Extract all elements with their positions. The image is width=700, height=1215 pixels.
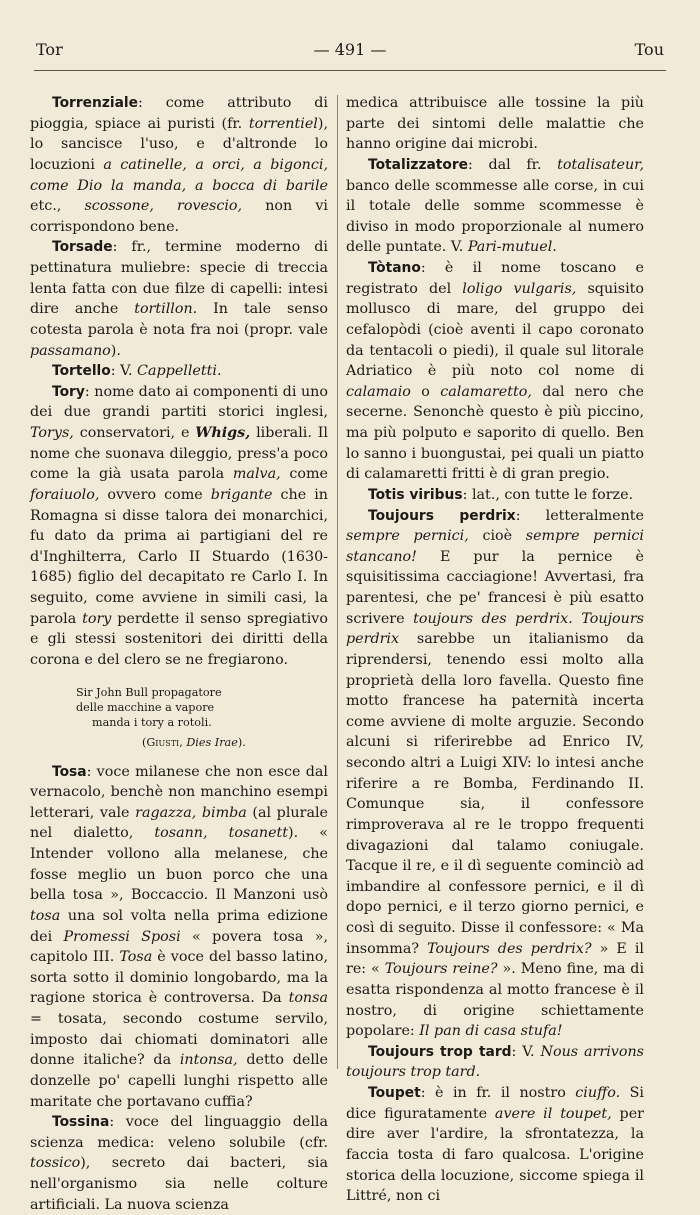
headword: Tory — [52, 383, 85, 400]
headword: Toupet — [368, 1085, 421, 1101]
headword: Totis viribus — [368, 486, 463, 503]
header-right-guide-word: Tou — [634, 40, 664, 59]
headword: Torrenziale — [52, 95, 139, 111]
header-rule — [34, 70, 666, 71]
verse-line: manda i tory a rotoli. — [92, 715, 212, 729]
page-number: — 491 — — [313, 40, 387, 59]
entry-torrenziale: Torrenziale: come attributo di pioggia, spiace ai puristi (fr. torrentiel), lo sancisce l'uso, e d'altronde lo locuzioni a catinelle, a orci, a bigonci, come Dio la manda, a bocca di barile etc., scossone, rovescio, non vi corrispondono bene. — [30, 95, 329, 235]
left-column — [30, 93, 328, 1215]
page-header — [36, 40, 664, 66]
headword: Tosa — [52, 763, 87, 780]
entry-toujours-perdrix: Toujours perdrix: letteralmente sempre pernici, cioè sempre pernici stancano! E pur la pernice è squisitissima cacciagione! Avvertasi, fra parentesi, che pe' francesi è più esatto scrivere toujours des perdrix. Toujours perdrix sarebbe un italianismo da riprendersi, tenendo essi molto alla proprietà della loro favella. Questo fine motto francese ha paternità incerta come avviene di molte arguzie. Secondo alcuni si riferirebbe ad Enrico IV, secondo altri a Luigi XIV: lo intesi anche riferire a re Bomba, Ferdinando II. Comunque sia, il confessore rimproverava al re le troppo frequenti divagazioni dal talamo coniugale. Tacque il re, e il dì seguente cominciò ad imbandire al confessore pernici, e il dì dopo pernici, e il terzo giorno pernici, e così di seguito. Disse il confessore: « Ma insomma? Toujours des perdrix? » E il re: « Toujours reine? ». Meno fine, ma di esatta rispondenza al motto francese è il nostro, di origine schiettamente popolare: Il pan di casa stufa! — [346, 507, 645, 1040]
headword: Totalizzatore — [368, 156, 469, 173]
entry-torsade: Torsade: fr., termine moderno di pettinatura muliebre: specie di treccia lenta fatta con due filze di capelli: intesi dire anche tortillon. In tale senso cotesta parola è nota fra noi (propr. vale passamano). — [30, 239, 328, 359]
verse-line: delle macchine a vapore — [76, 700, 215, 714]
header-left-guide-word: Tor — [36, 40, 63, 59]
entry-tortello: Tortello: V. Cappelletti. — [52, 363, 222, 380]
headword: Toujours perdrix — [368, 507, 516, 524]
headword: Tortello — [52, 363, 111, 380]
entry-tosa: Tosa: voce milanese che non esce dal vernacolo, benchè non manchino esempi letterari, vale ragazza, bimba (al plurale nel dialetto, tosann, tosanett). « Intender vollono alla melanese, che fosse meglio un buon porco che una bella tosa », Boccaccio. Il Manzoni usò tosa una sol volta nella prima edizione dei Promessi Sposi « povera tosa », capitolo III. Tosa è voce del basso latino, sorta sotto il dominio longobardo, ma la ragione storica è controversa. Da tonsa = tosata, secondo costume servilo, imposto dai chiomati dominatori alle donne italiche? da intonsa, detto delle donzelle po' capelli lunghi rispetto alle maritate che portavano cuffia? — [30, 763, 328, 1110]
verse-quotation — [30, 685, 328, 750]
entry-tossina: Tossina: voce del linguaggio della scienza medica: veleno solubile (cfr. tossico), secreto dai bacteri, sia nell'organismo sia nelle colture artificiali. La nuova scienza — [30, 1114, 328, 1213]
entry-toupet: Toupet: è in fr. il nostro ciuffo. Si dice figuratamente avere il toupet, per dire aver l'ardire, la sfrontatezza, la faccia tosta di faro qualcosa. L'origine storica della locuzione, siccome spiega il Littré, non ci — [346, 1085, 644, 1205]
headword: Tossina — [52, 1114, 110, 1131]
verse-line: Sir John Bull propagatore — [76, 685, 222, 699]
column-divider — [337, 95, 338, 1069]
quotation-source: (Giusti, Dies Irae). — [142, 735, 246, 749]
headword: Tòtano — [368, 260, 421, 276]
headword: Torsade — [52, 239, 113, 256]
entry-totano: Tòtano: è il nome toscano e registrato del loligo vulgaris, squisito mollusco di mare, del gruppo dei cefalopòdi (cioè aventi il capo coronato da tentacoli o piedi), il quale sul litorale Adriatico è più noto col nome di calamaio o calamaretto, dal nero che secerne. Senonchè questo è più piccino, ma più polputo e saporito di quello. Ben lo sanno i buongustai, pei quali un piatto di calamaretti fritti è di gran pregio. — [346, 260, 644, 483]
entry-tossina-continued: medica attribuisce alle tossine la più parte dei sintomi delle malattie che hanno origine dai microbi. — [346, 95, 644, 153]
entry-totis-viribus: Totis viribus: lat., con tutte le forze. — [368, 486, 634, 503]
right-column — [346, 93, 644, 1207]
entry-toujours-trop-tard: Toujours trop tard: V. Nous arrivons toujours trop tard. — [346, 1043, 644, 1081]
entry-tory: Tory: nome dato ai componenti di uno dei due grandi partiti storici inglesi, Torys, conservatori, e Whigs, liberali. Il nome che suonava dileggio, press'a poco come la già usata parola malva, come foraiuolo, ovvero come brigante che in Romagna si disse talora dei monarchici, fu dato da prima ai partigiani del re d'Inghilterra, Carlo II Stuardo (1630-1685) figlio del decapitato re Carlo I. In seguito, come avviene in simili casi, la parola tory perdette il senso spregiativo e gli stessi sostenitori dei diritti della corona e del clero se ne fregiarono. — [30, 383, 328, 668]
headword: Toujours trop tard — [368, 1043, 512, 1060]
entry-totalizzatore: Totalizzatore: dal fr. totalisateur, banco delle scommesse alle corse, in cui il totale delle somme scommesse è diviso in modo proporzionale al numero delle puntate. V. Pari-mutuel. — [346, 156, 644, 256]
